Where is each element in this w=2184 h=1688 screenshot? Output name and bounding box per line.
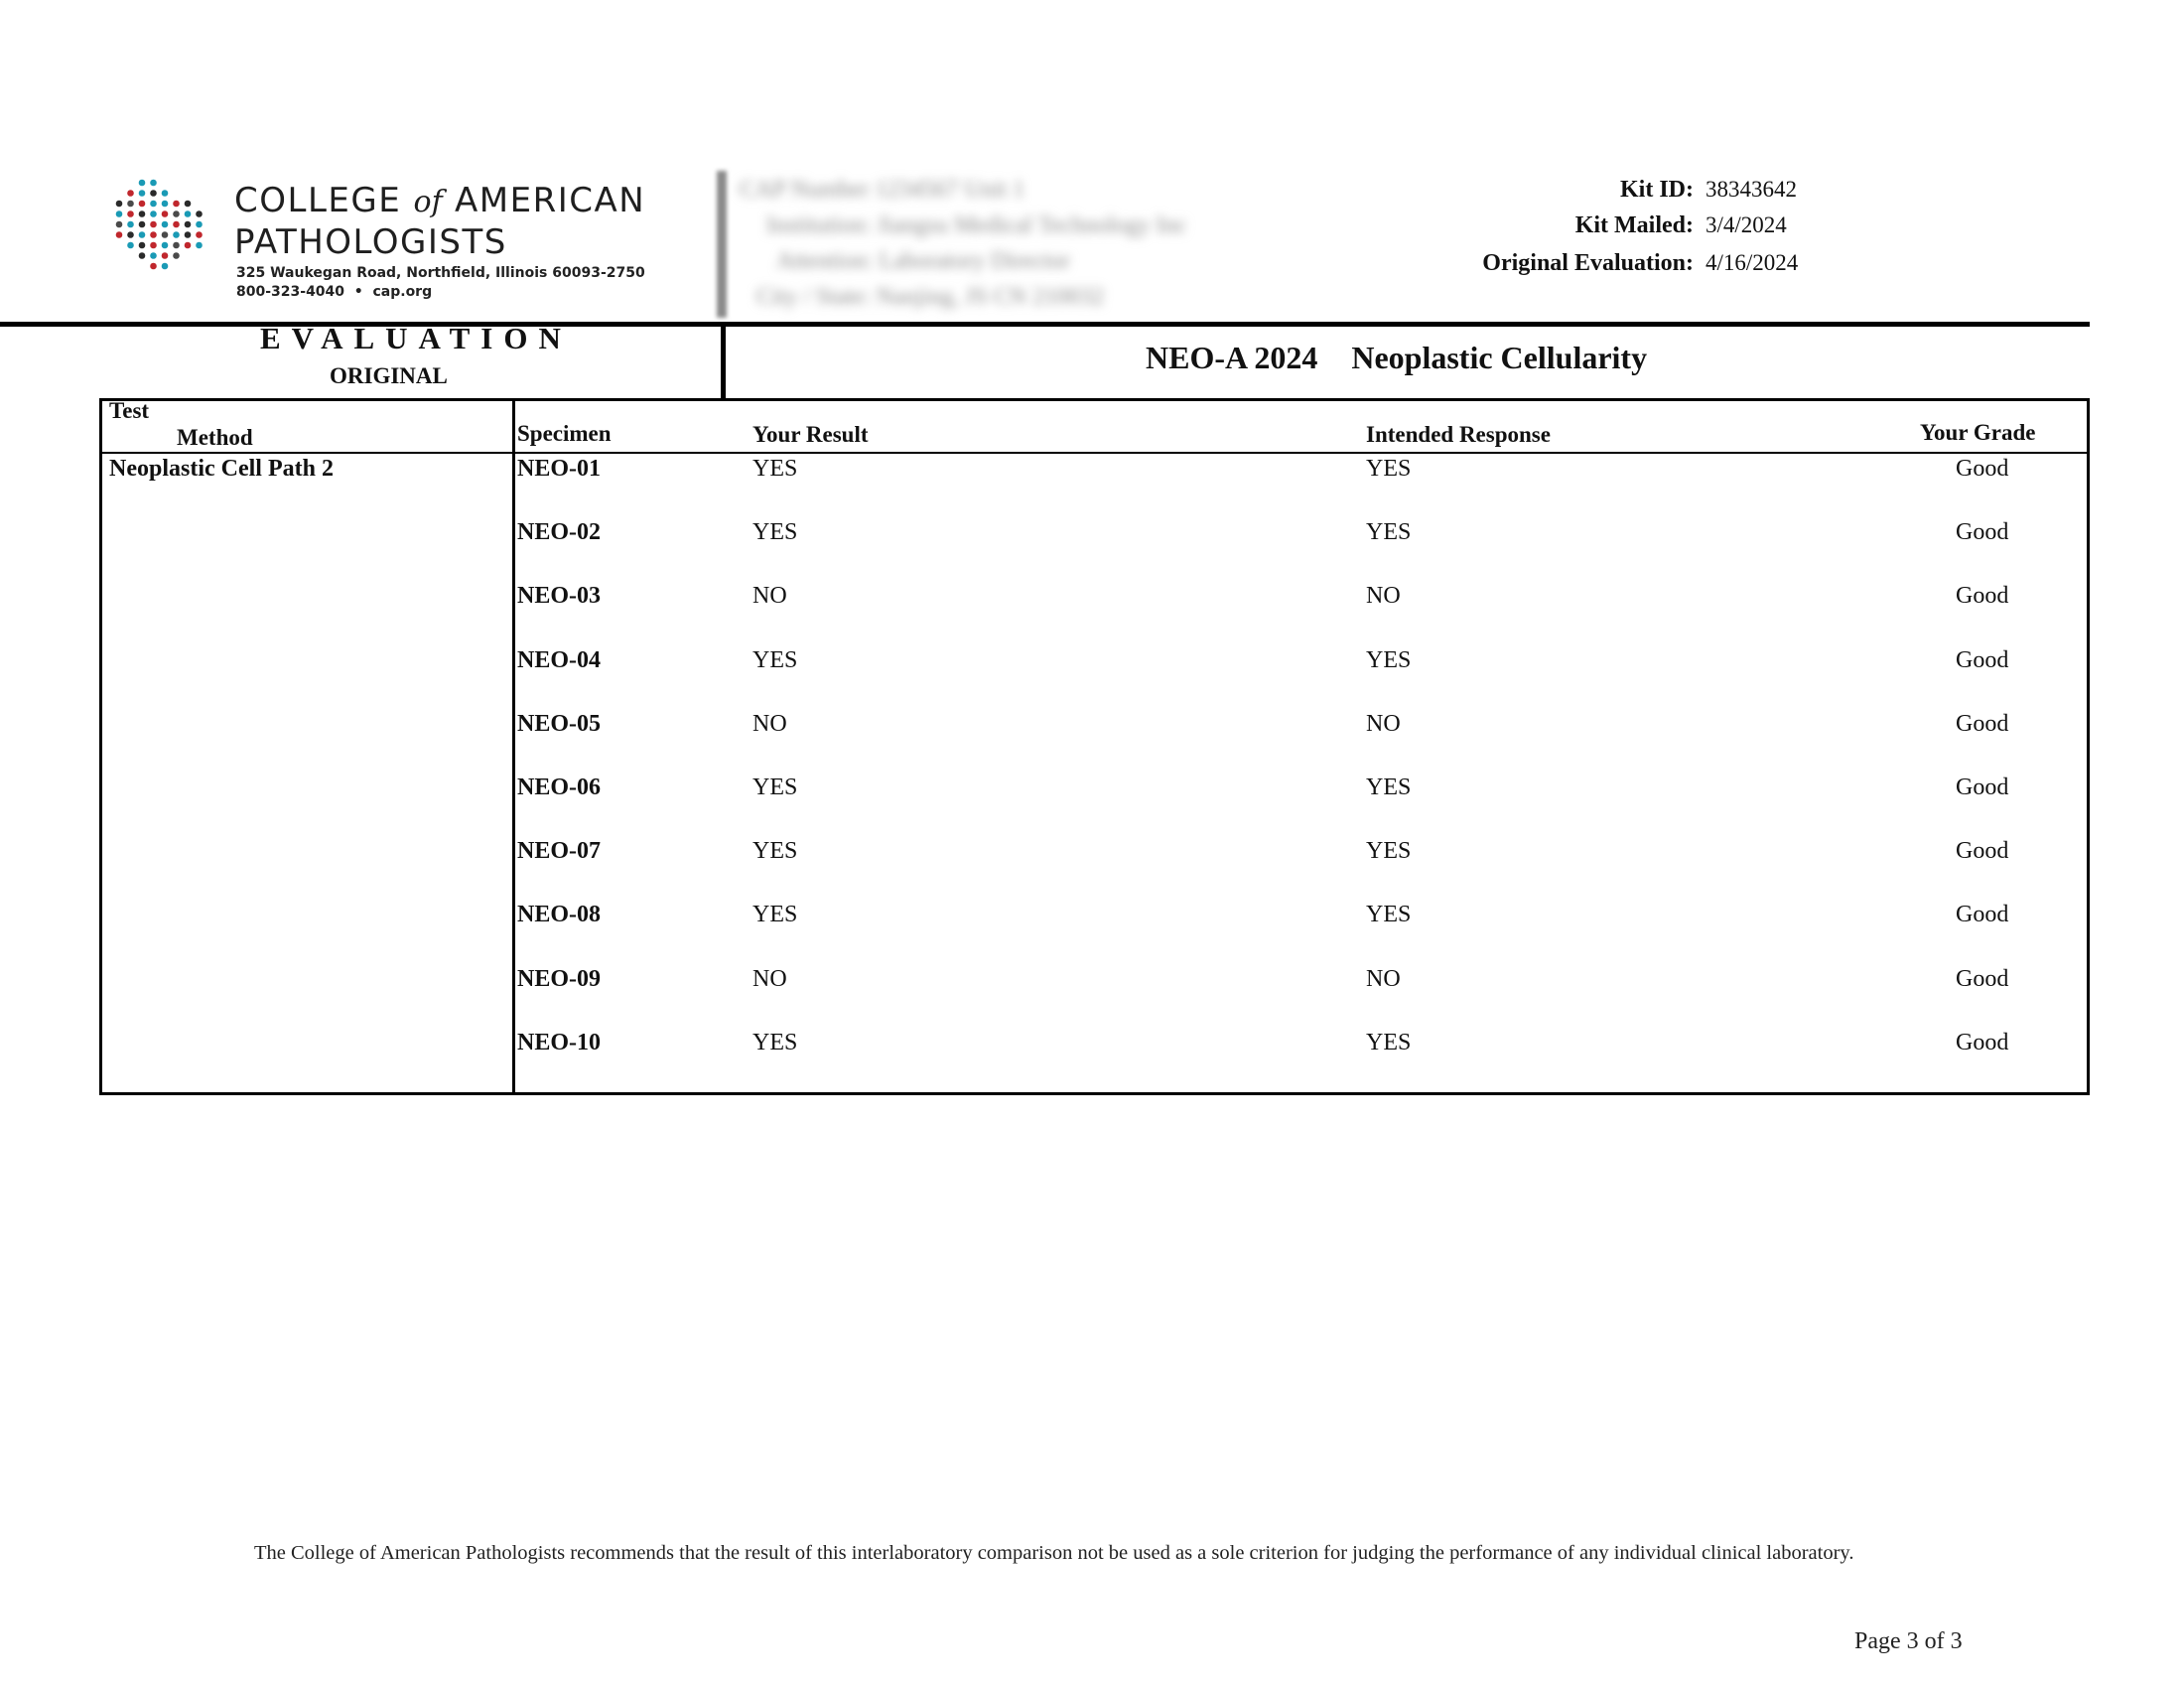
your-result-cell: YES	[752, 646, 798, 673]
logo-dot	[185, 201, 192, 208]
intended-response-cell: YES	[1366, 902, 1412, 928]
your-result-cell: YES	[752, 519, 798, 546]
redacted-line-1: CAP Number 1234567 Unit 1	[740, 177, 1025, 203]
logo-dot	[139, 190, 146, 197]
evaluation-title: EVALUATION	[260, 321, 572, 355]
intended-response-cell: YES	[1366, 456, 1412, 482]
specimen-cell: NEO-05	[517, 710, 601, 737]
org-contact: 800-323-4040 • cap.org	[236, 284, 433, 300]
your-grade-cell: Good	[1956, 1029, 2009, 1055]
specimen-cell: NEO-03	[517, 583, 601, 610]
intended-response-cell: NO	[1366, 583, 1401, 610]
logo-dot	[185, 242, 192, 249]
your-result-cell: YES	[752, 774, 798, 800]
logo-dot	[162, 252, 169, 259]
your-grade-cell: Good	[1956, 965, 2009, 992]
logo-dot	[150, 201, 157, 208]
program-name: Neoplastic Cellularity	[1351, 340, 1648, 375]
logo-dot	[173, 211, 180, 217]
logo-dot	[127, 242, 134, 249]
your-grade-cell: Good	[1956, 583, 2009, 610]
kit-id-label: Kit ID:	[1620, 177, 1694, 203]
header-intended-response: Intended Response	[1366, 422, 1551, 447]
original-evaluation-value: 4/16/2024	[1706, 250, 1799, 275]
logo-dot	[162, 221, 169, 228]
org-address: 325 Waukegan Road, Northfield, Illinois 60093-2750	[236, 265, 645, 281]
org-name-american: AMERICAN	[455, 181, 646, 220]
your-result-cell: YES	[752, 838, 798, 865]
program-title	[1146, 340, 1647, 376]
logo-dot	[150, 180, 157, 187]
intended-response-cell: NO	[1366, 965, 1401, 992]
logo-dot	[162, 211, 169, 217]
your-result-cell: YES	[752, 456, 798, 482]
logo-dot	[127, 190, 134, 197]
your-grade-cell: Good	[1956, 902, 2009, 928]
your-result-cell: NO	[752, 965, 787, 992]
redacted-line-3: Attention: Laboratory Director	[776, 248, 1070, 274]
header-specimen: Specimen	[517, 421, 612, 446]
intended-response-cell: YES	[1366, 519, 1412, 546]
logo-dot	[116, 201, 123, 208]
cap-logo-icon	[111, 177, 220, 272]
logo-dot	[150, 242, 157, 249]
header-your-result: Your Result	[752, 422, 869, 447]
kit-id-value: 38343642	[1706, 177, 1797, 202]
your-grade-cell: Good	[1956, 519, 2009, 546]
redacted-line-2: Institution: Jiangsu Medical Technology Inc	[766, 212, 1187, 238]
header-method: Method	[177, 425, 253, 450]
intended-response-cell: YES	[1366, 774, 1412, 800]
logo-dot	[173, 252, 180, 259]
logo-dot	[150, 231, 157, 238]
kit-mailed-label: Kit Mailed:	[1574, 212, 1694, 238]
logo-dot	[139, 252, 146, 259]
logo-dot	[185, 211, 192, 217]
logo-dot	[196, 242, 203, 249]
program-code: NEO-A 2024	[1146, 340, 1318, 375]
logo-dot	[196, 221, 203, 228]
evaluation-subtitle: ORIGINAL	[330, 363, 448, 388]
specimen-cell: NEO-02	[517, 519, 601, 546]
logo-dot	[162, 242, 169, 249]
logo-dot	[150, 221, 157, 228]
logo-dot	[173, 201, 180, 208]
logo-dot	[162, 190, 169, 197]
logo-dot	[139, 201, 146, 208]
logo-dot	[173, 242, 180, 249]
organization-name	[234, 181, 645, 262]
intended-response-cell: YES	[1366, 1029, 1412, 1055]
your-grade-cell: Good	[1956, 456, 2009, 482]
specimen-cell: NEO-01	[517, 456, 601, 482]
header-test: Test	[109, 398, 150, 423]
your-result-cell: NO	[752, 583, 787, 610]
page-number: Page 3 of 3	[1854, 1628, 1963, 1654]
org-name-college: COLLEGE	[234, 181, 402, 220]
header-divider	[721, 322, 726, 399]
logo-dot	[185, 231, 192, 238]
your-grade-cell: Good	[1956, 710, 2009, 737]
intended-response-cell: NO	[1366, 710, 1401, 737]
logo-dot	[150, 252, 157, 259]
test-method-name: Neoplastic Cell Path 2	[109, 456, 334, 482]
results-table	[99, 398, 2090, 1095]
your-result-cell: NO	[752, 710, 787, 737]
org-address-block	[236, 264, 645, 302]
method-column-divider	[512, 398, 515, 1095]
original-evaluation-label: Original Evaluation:	[1482, 250, 1694, 276]
specimen-cell: NEO-08	[517, 902, 601, 928]
logo-dot	[127, 221, 134, 228]
your-grade-cell: Good	[1956, 646, 2009, 673]
logo-dot	[162, 231, 169, 238]
your-grade-cell: Good	[1956, 774, 2009, 800]
logo-dot	[150, 263, 157, 270]
logo-dot	[162, 263, 169, 270]
logo-dot	[139, 211, 146, 217]
logo-dot	[127, 231, 134, 238]
specimen-cell: NEO-10	[517, 1029, 601, 1055]
intended-response-cell: YES	[1366, 838, 1412, 865]
logo-dot	[162, 201, 169, 208]
redacted-line-4: City / State: Nanjing, JS CN 210032	[756, 284, 1105, 310]
disclaimer: The College of American Pathologists recommends that the result of this interlaboratory comparison not be used as a sole criterion for judging the performance of any individual clinical laboratory.	[254, 1542, 1854, 1564]
logo-dot	[139, 231, 146, 238]
logo-dot	[116, 231, 123, 238]
logo-dot	[173, 221, 180, 228]
logo-dot	[150, 211, 157, 217]
your-result-cell: YES	[752, 1029, 798, 1055]
logo-dot	[116, 211, 123, 217]
specimen-cell: NEO-04	[517, 646, 601, 673]
intended-response-cell: YES	[1366, 646, 1412, 673]
logo-dot	[173, 231, 180, 238]
logo-dot	[139, 242, 146, 249]
logo-dot	[196, 231, 203, 238]
logo-dot	[196, 211, 203, 217]
logo-dot	[185, 221, 192, 228]
org-name-pathologists: PATHOLOGISTS	[234, 222, 507, 262]
logo-dot	[139, 180, 146, 187]
logo-dot	[139, 221, 146, 228]
specimen-cell: NEO-07	[517, 838, 601, 865]
org-name-of: of	[413, 185, 443, 219]
logo-dot	[150, 190, 157, 197]
logo-dot	[127, 211, 134, 217]
your-grade-cell: Good	[1956, 838, 2009, 865]
kit-mailed-value: 3/4/2024	[1706, 212, 1787, 237]
table-header-rule	[99, 452, 2090, 454]
logo-dot	[116, 221, 123, 228]
specimen-cell: NEO-09	[517, 965, 601, 992]
redaction-bar	[717, 171, 727, 318]
logo-dot	[127, 201, 134, 208]
your-result-cell: YES	[752, 902, 798, 928]
specimen-cell: NEO-06	[517, 774, 601, 800]
header-your-grade: Your Grade	[1920, 420, 2036, 445]
